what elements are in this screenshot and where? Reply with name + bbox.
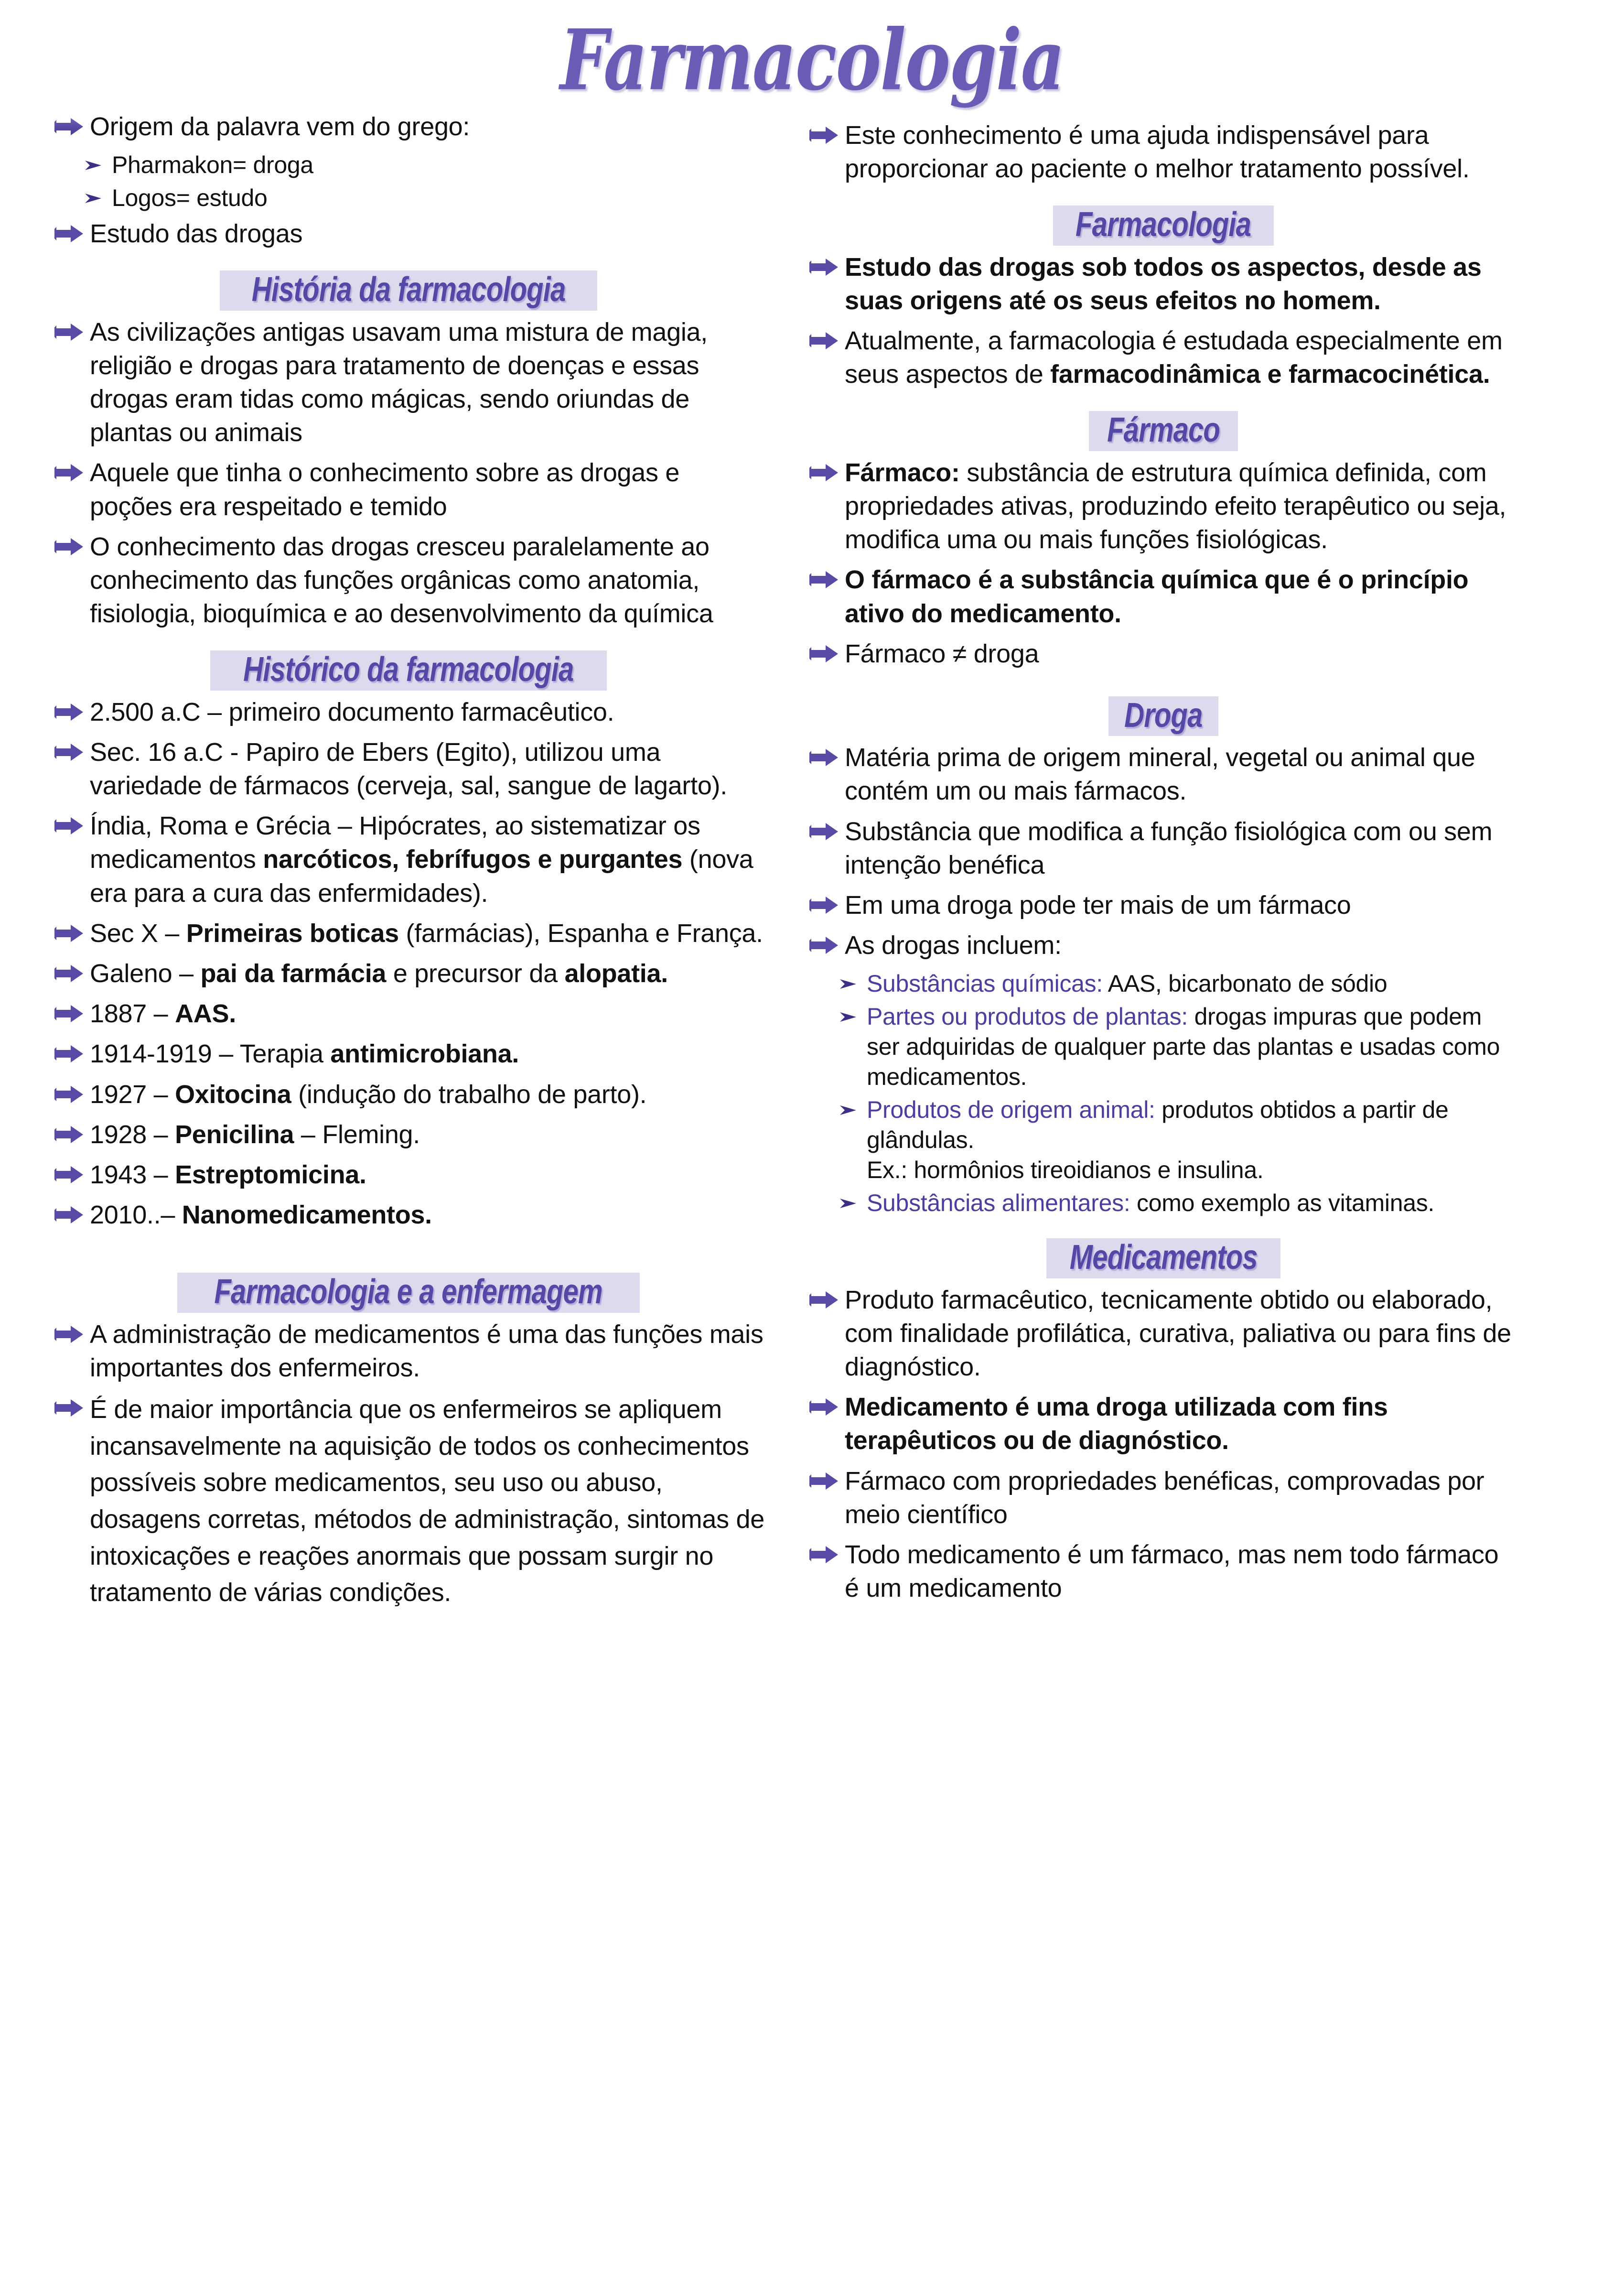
section-heading-historia <box>53 271 764 310</box>
list-item-text-pre: Galeno – <box>90 959 201 988</box>
heading-text: Fármaco <box>1107 410 1220 450</box>
heading-band <box>1046 1238 1280 1278</box>
right-block-arrow-icon <box>54 963 84 984</box>
list-item <box>53 1391 764 1611</box>
list-item <box>53 110 764 143</box>
list-item-text: Todo medicamento é um fármaco, mas nem todo fármaco é um medicamento <box>845 1540 1499 1603</box>
list-item <box>807 888 1519 922</box>
list-item-text: Estudo das drogas <box>90 219 303 249</box>
sub-list-item-lead: Substâncias químicas: <box>867 970 1103 997</box>
list-item <box>807 637 1519 671</box>
list-item-text-pre: 1928 – <box>90 1120 175 1149</box>
heading-band <box>1108 696 1218 736</box>
list-item-text-pre: 2.500 a.C – primeiro documento farmacêutico. <box>90 697 614 726</box>
right-block-arrow-icon <box>808 569 839 590</box>
list-item-text-pre: 1887 – <box>90 999 175 1028</box>
chevron-right-arrowhead-icon <box>839 1009 858 1025</box>
list-item <box>53 1037 764 1071</box>
heading-band <box>177 1273 639 1312</box>
list-item <box>807 815 1519 882</box>
list-item-text: O fármaco é a substância química que é o princípio ativo do medicamento. <box>845 565 1469 628</box>
list-item-text: Medicamento é uma droga utilizada com fins terapêuticos ou de diagnóstico. <box>845 1393 1388 1455</box>
list-item-text-pre: 1914-1919 – Terapia <box>90 1039 331 1069</box>
list-item <box>807 456 1519 557</box>
right-block-arrow-icon <box>54 1397 84 1418</box>
list-item-text-post: substância de estrutura química definida, com propriedades ativas, produzindo efeito terapêutico ou seja, modifica uma ou mais funções fisiológicas. <box>845 458 1506 554</box>
list-item-text: Fármaco ≠ droga <box>845 639 1039 668</box>
right-block-arrow-icon <box>54 702 84 723</box>
sub-list-item-text: Pharmakon= droga <box>112 151 313 179</box>
list-item-text-bold: farmacodinâmica e farmacocinética. <box>1050 360 1490 389</box>
right-block-arrow-icon <box>54 742 84 763</box>
sub-list-item-lead: Produtos de origem animal: <box>867 1096 1155 1124</box>
list-item-text: As civilizações antigas usavam uma mistura de magia, religião e drogas para tratamento de doenças e essas drogas eram tidas como mágicas, sendo oriundas de plantas ou animais <box>90 317 708 447</box>
list-item <box>807 250 1519 317</box>
list-item <box>807 1464 1519 1531</box>
chevron-right-arrowhead-icon <box>839 1196 858 1211</box>
heading-band <box>220 271 597 310</box>
section-heading-farmaco <box>807 411 1519 451</box>
right-block-arrow-icon <box>54 536 84 557</box>
heading-band <box>1053 206 1273 245</box>
right-block-arrow-icon <box>54 1124 84 1145</box>
list-item-text: Em uma droga pode ter mais de um fármaco <box>845 890 1351 920</box>
list-item <box>53 736 764 802</box>
list-item <box>53 315 764 450</box>
heading-band <box>210 650 607 690</box>
list-item <box>807 1390 1519 1457</box>
sub-list-item-text: Logos= estudo <box>112 184 268 212</box>
list-item <box>53 456 764 523</box>
list-item <box>53 1318 764 1385</box>
heading-band <box>1089 411 1238 451</box>
list-item <box>53 1158 764 1191</box>
heading-text: Medicamentos <box>1069 1237 1258 1277</box>
list-item <box>53 217 764 250</box>
heading-text: Histórico da farmacologia <box>243 649 574 689</box>
list-item-text-bold: antimicrobiana. <box>330 1039 519 1069</box>
right-block-arrow-icon <box>808 821 839 842</box>
list-item <box>807 741 1519 808</box>
right-block-arrow-icon <box>808 935 839 956</box>
right-block-arrow-icon <box>808 1471 839 1492</box>
chevron-right-arrowhead-icon <box>839 976 858 992</box>
sub-list-item-text: como exemplo as vitaminas. <box>1130 1190 1435 1217</box>
right-block-arrow-icon <box>54 815 84 836</box>
list-item-text-bold: narcóticos, febrífugos e purgantes <box>263 845 683 874</box>
list-item <box>53 997 764 1030</box>
right-block-arrow-icon <box>54 116 84 137</box>
right-block-arrow-icon <box>54 1324 84 1345</box>
right-block-arrow-icon <box>808 895 839 916</box>
list-item-text: A administração de medicamentos é uma das funções mais importantes dos enfermeiros. <box>90 1320 764 1382</box>
sub-list-item-lead: Substâncias alimentares: <box>867 1190 1130 1217</box>
sub-list-item-text: AAS, bicarbonato de sódio <box>1102 970 1387 997</box>
heading-text: Farmacologia <box>1075 205 1251 244</box>
list-item-text: Produto farmacêutico, tecnicamente obtido ou elaborado, com finalidade profilática, curativa, paliativa ou para fins de diagnóstico. <box>845 1285 1511 1381</box>
right-block-arrow-icon <box>54 1164 84 1185</box>
heading-text: Droga <box>1124 695 1203 735</box>
sub-list-item <box>837 1095 1519 1185</box>
list-item-text-pre: Sec. 16 a.C - Papiro de Ebers (Egito), utilizou uma variedade de fármacos (cerveja, sal, sangue de lagarto). <box>90 737 727 801</box>
sub-list-item <box>837 1002 1519 1092</box>
chevron-right-arrowhead-icon <box>84 158 103 173</box>
right-block-arrow-icon <box>54 462 84 483</box>
right-block-arrow-icon <box>808 1396 839 1418</box>
list-item-text: Matéria prima de origem mineral, vegetal ou animal que contém um ou mais fármacos. <box>845 743 1475 806</box>
heading-text: História da farmacologia <box>251 270 566 309</box>
list-item-text-bold: Primeiras boticas <box>186 919 399 948</box>
right-block-arrow-icon <box>54 1084 84 1105</box>
page-title: Farmacologia <box>560 11 1064 109</box>
list-item-text-post: – Fleming. <box>294 1120 420 1149</box>
sub-list-item <box>837 969 1519 999</box>
list-item-text: É de maior importância que os enfermeiros se apliquem incansavelmente na aquisição de todos os conhecimentos possíveis sobre medicamentos, seu uso ou abuso, dosagens corretas, métodos de administração, sintomas de intoxicações e reações anormais que possam surgir no tratamento de várias condições. <box>90 1395 764 1607</box>
list-item-text-bold: Penicilina <box>175 1120 294 1149</box>
sub-list-item-text: drogas impuras que podem ser adquiridas de qualquer parte das plantas e usadas como medicamentos. <box>867 1003 1500 1091</box>
list-item <box>807 563 1519 630</box>
list-item <box>53 809 764 910</box>
heading-text: Farmacologia e a enfermagem <box>214 1272 603 1311</box>
right-block-arrow-icon <box>54 1003 84 1024</box>
two-column-layout <box>0 110 1624 1611</box>
list-item <box>53 695 764 729</box>
sub-list-item-lead: Partes ou produtos de plantas: <box>867 1003 1188 1030</box>
list-item-text: Este conhecimento é uma ajuda indispensável para proporcionar ao paciente o melhor tratamento possível. <box>845 121 1470 184</box>
list-item-text-post: e precursor da <box>386 959 565 988</box>
page-title-area <box>0 0 1624 110</box>
right-block-arrow-icon <box>808 1289 839 1310</box>
list-item <box>53 530 764 631</box>
right-block-arrow-icon <box>808 1544 839 1565</box>
right-block-arrow-icon <box>54 923 84 944</box>
right-block-arrow-icon <box>808 643 839 664</box>
droga-sub-list <box>807 969 1519 1218</box>
right-block-arrow-icon <box>54 1204 84 1225</box>
section-heading-droga <box>807 696 1519 736</box>
right-block-arrow-icon <box>54 1043 84 1064</box>
list-item-text-pre: Atualmente, a farmacologia é estudada especialmente em seus aspectos de <box>845 326 1503 389</box>
chevron-right-arrowhead-icon <box>84 191 103 206</box>
list-item <box>53 1078 764 1111</box>
list-item-text-pre: Índia, Roma e Grécia – Hipócrates, ao sistematizar os medicamentos <box>90 812 700 874</box>
section-heading-farmacologia <box>807 206 1519 245</box>
sub-list-item <box>82 183 764 213</box>
right-block-arrow-icon <box>808 257 839 278</box>
list-item-text: Estudo das drogas sob todos os aspectos, desde as suas origens até os seus efeitos no homem. <box>845 252 1482 315</box>
chevron-right-arrowhead-icon <box>839 1103 858 1118</box>
right-block-arrow-icon <box>54 223 84 244</box>
right-block-arrow-icon <box>808 747 839 768</box>
list-item-text-post: (nova era para a cura das enfermidades). <box>90 845 753 908</box>
right-block-arrow-icon <box>808 462 839 483</box>
list-item-text-bold2: alopatia. <box>564 959 668 988</box>
right-block-arrow-icon <box>808 330 839 351</box>
section-heading-historico <box>53 650 764 690</box>
list-item-text-pre: 2010..– <box>90 1201 182 1230</box>
right-block-arrow-icon <box>54 322 84 343</box>
section-heading-enfermagem <box>53 1273 764 1312</box>
list-item-text: Fármaco com propriedades benéficas, comprovadas por meio científico <box>845 1466 1484 1529</box>
list-item-text: Substância que modifica a função fisiológica com ou sem intenção benéfica <box>845 817 1493 879</box>
section-heading-medicamentos <box>807 1238 1519 1278</box>
sub-list-item-text: produtos obtidos a partir de glândulas. Ex.: hormônios tireoidianos e insulina. <box>867 1096 1449 1184</box>
list-item-text: Aquele que tinha o conhecimento sobre as drogas e poções era respeitado e temido <box>90 458 680 521</box>
list-item-text-bold: AAS. <box>175 999 236 1028</box>
list-item-text: O conhecimento das drogas cresceu paralelamente ao conhecimento das funções orgânicas como anatomia, fisiologia, bioquímica e ao desenvolvimento da química <box>90 532 713 628</box>
list-item <box>53 1198 764 1232</box>
list-item-text-pre: 1927 – <box>90 1080 175 1109</box>
list-item-text-pre: 1943 – <box>90 1160 175 1189</box>
right-block-arrow-icon <box>808 125 839 146</box>
sub-list-item <box>82 150 764 180</box>
list-item <box>53 917 764 950</box>
list-item <box>807 324 1519 391</box>
list-item-text: As drogas incluem: <box>845 931 1062 960</box>
list-item-text-bold: Nanomedicamentos. <box>182 1201 432 1230</box>
list-item-text-bold: Oxitocina <box>175 1080 291 1109</box>
sub-list-item <box>837 1188 1519 1218</box>
list-item <box>807 119 1519 185</box>
right-column <box>807 110 1519 1605</box>
list-item-text-bold: pai da farmácia <box>200 959 387 988</box>
list-item <box>807 1538 1519 1605</box>
sub-list <box>53 150 764 213</box>
list-item-text-post: (indução do trabalho de parto). <box>291 1080 647 1109</box>
list-item-text-bold: Fármaco: <box>845 458 960 487</box>
list-item <box>53 957 764 990</box>
left-column <box>53 110 764 1611</box>
list-item-text-pre: Sec X – <box>90 919 186 948</box>
list-item-text-post: (farmácias), Espanha e França. <box>398 919 763 948</box>
list-item-text-bold: Estreptomicina. <box>175 1160 366 1189</box>
list-item <box>807 1283 1519 1384</box>
list-item-text: Origem da palavra vem do grego: <box>90 112 470 141</box>
list-item <box>807 929 1519 962</box>
historico-list <box>53 695 764 1232</box>
list-item <box>53 1118 764 1151</box>
